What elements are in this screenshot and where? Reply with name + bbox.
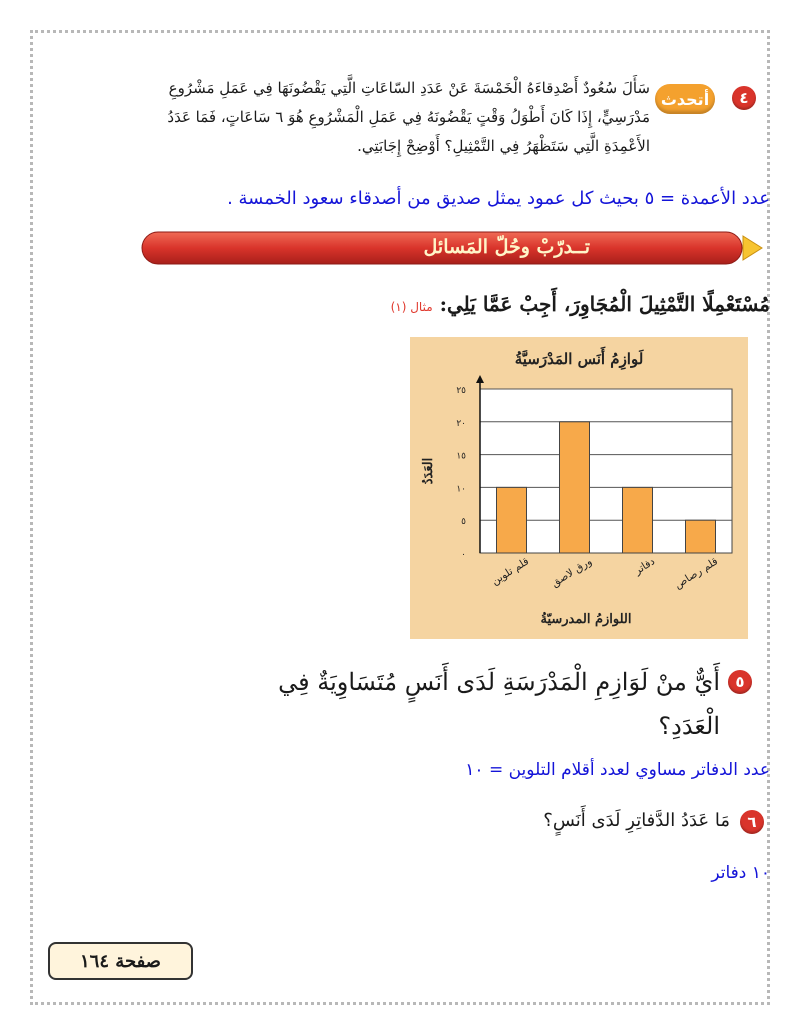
x-tick-label: قلم رصاص <box>672 555 721 592</box>
instruction-text: مُسْتَعْمِلًا التَّمْثِيلَ الْمُجَاوِرَ، أَجِبْ عَمَّا يَلِي: <box>439 292 770 316</box>
chart-panel <box>410 337 748 639</box>
banner-title: تــدرّبْ وحُلّ المَسائل <box>423 236 590 258</box>
y-axis-arrow-icon <box>476 375 484 383</box>
x-tick-label: قلم تلوين <box>489 555 532 588</box>
banner-arrow-icon <box>743 236 762 260</box>
x-tick-label: ورق لاصق <box>549 555 595 590</box>
bar <box>497 487 527 553</box>
x-axis-label: اللوازمُ المدرسيّةُ <box>540 612 632 627</box>
bar <box>560 422 590 553</box>
question-5-answer: عدد الدفاتر مساوي لعدد أقلام التلوين = ١٠ <box>465 760 770 780</box>
instruction-line <box>180 292 770 316</box>
y-tick-label: ١٠ <box>456 484 466 495</box>
question-5-text: أَيٌّ منْ لَوَازِمِ الْمَدْرَسَةِ لَدَى أَنَسٍ مُتَسَاوِيَةٌ فِي الْعَدَدِ؟ <box>278 668 720 740</box>
question-4-answer: عدد الأعمدة = ٥ بحيث كل عمود يمثل صديق من أصدقاء سعود الخمسة . <box>227 188 770 209</box>
page-number-box: صفحة ١٦٤ <box>48 942 193 980</box>
example-ref: مثال (١) <box>390 300 433 314</box>
talk-badge: أتحدث <box>655 84 715 114</box>
y-tick-label: ٢٠ <box>456 418 466 429</box>
y-axis-label: العَدَدُ <box>421 457 436 485</box>
chart-title: لَوازِمُ أَنَس المَدْرَسيَّةُ <box>514 350 644 368</box>
question-6-answer: ١٠ دفاتر <box>711 863 770 883</box>
question-6-number: ٦ <box>740 810 764 834</box>
question-6-text: مَا عَدَدُ الدَّفاتِرِ لَدَى أَنَسٍ؟ <box>543 810 730 831</box>
bar <box>686 520 716 553</box>
y-tick-label: ٥ <box>461 517 466 528</box>
y-tick-label: ١٥ <box>456 451 466 462</box>
question-4-text: سَأَلَ سُعُودٌ أَصْدِقاءَهُ الْخَمْسَةَ عَنْ عَدَدِ السّاعَاتِ الَّتِي يَقْضُونَهَا فِي عَمَلِ مَشْرُوعِ مَدْرَسِيٍّ، إِذَا كَانَ أَطْوَلُ وَقْتٍ يَقْضُونَهُ فِي عَمَلِ الْمَشْرُوعِ هُوَ ٦ سَاعَاتٍ، فَمَا عَدَدُ الأَعْمِدَةِ الَّتِي سَتَظْهَرُ فِي التَّمْثِيلِ؟ أَوْضِحْ إِجَابَتِي. <box>167 79 650 155</box>
question-4-number: ٤ <box>732 86 756 110</box>
question-5-number: ٥ <box>728 670 752 694</box>
bar <box>623 487 653 553</box>
y-tick-label: ٢٥ <box>456 386 466 396</box>
y-tick-label: ٠ <box>461 550 466 560</box>
x-tick-label: دفاتر <box>632 555 658 578</box>
bar-chart <box>410 337 748 639</box>
